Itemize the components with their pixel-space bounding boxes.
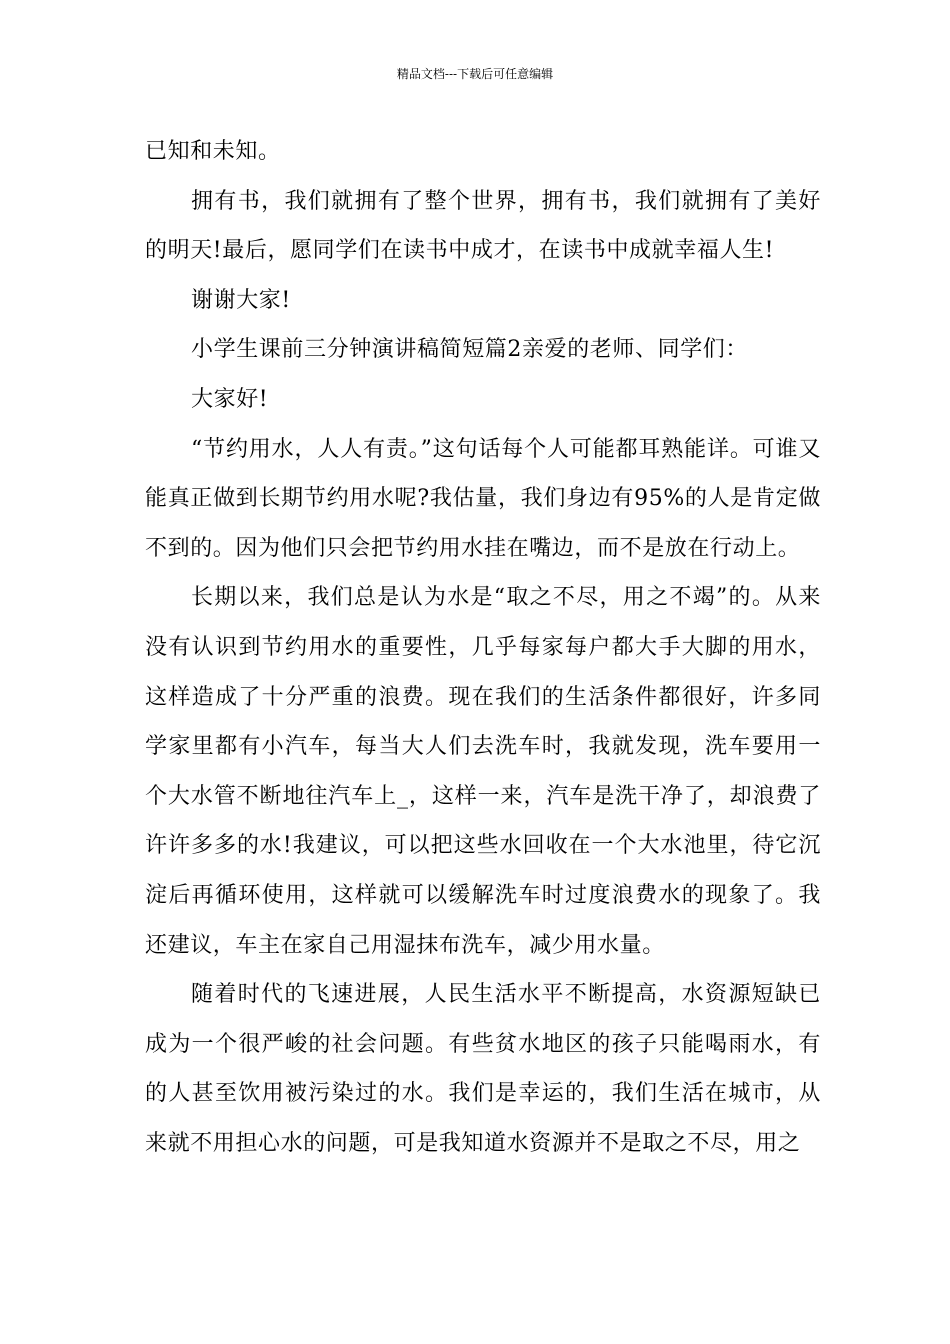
section-heading: 小学生课前三分钟演讲稿简短篇2亲爱的老师、同学们： [191,337,748,363]
paragraph: 长期以来，我们总是认为水是“取之不尽，用之不竭”的。从来没有认识到节约用水的重要性，几乎每家每户都大手大脚的用水，这样造成了十分严重的浪费。现在我们的生活条件都很好，许多同学家里都有小汽车，每当大人们去洗车时，我就发现，洗车要用一个大水管不断地往汽车上_，这样一来，汽车是洗干净了，却浪费了许许多多的水!我建议，可以把这些水回收在一个大水池里，待它沉淀后再循环使用，这样就可以缓解洗车时过度浪费水的现象了。我还建议，车主在家自己用湿抹布洗车，减少用水量。 [145,585,821,958]
paragraph: 谢谢大家! [191,287,291,313]
paragraph: 已知和未知。 [145,139,281,164]
paragraph: “节约用水，人人有责。”这句话每个人可能都耳熟能详。可谁又能真正做到长期节约用水呢?我估量，我们身边有95%的人是肯定做不到的。因为他们只会把节约用水挂在嘴边，而不是放在行动上。 [145,436,821,561]
document-body [145,127,821,1168]
paragraph: 随着时代的飞速进展，人民生活水平不断提高，水资源短缺已成为一个很严峻的社会问题。有些贫水地区的孩子只能喝雨水，有的人甚至饮用被污染过的水。我们是幸运的，我们生活在城市，从来就不用担心水的问题，可是我知道水资源并不是取之不尽，用之 [145,982,821,1156]
paragraph: 拥有书，我们就拥有了整个世界，拥有书，我们就拥有了美好的明天!最后，愿同学们在读书中成才，在读书中成就幸福人生! [145,188,821,264]
page-header: 精品文档---下载后可任意编辑 [396,67,554,81]
paragraph: 大家好! [191,386,269,412]
